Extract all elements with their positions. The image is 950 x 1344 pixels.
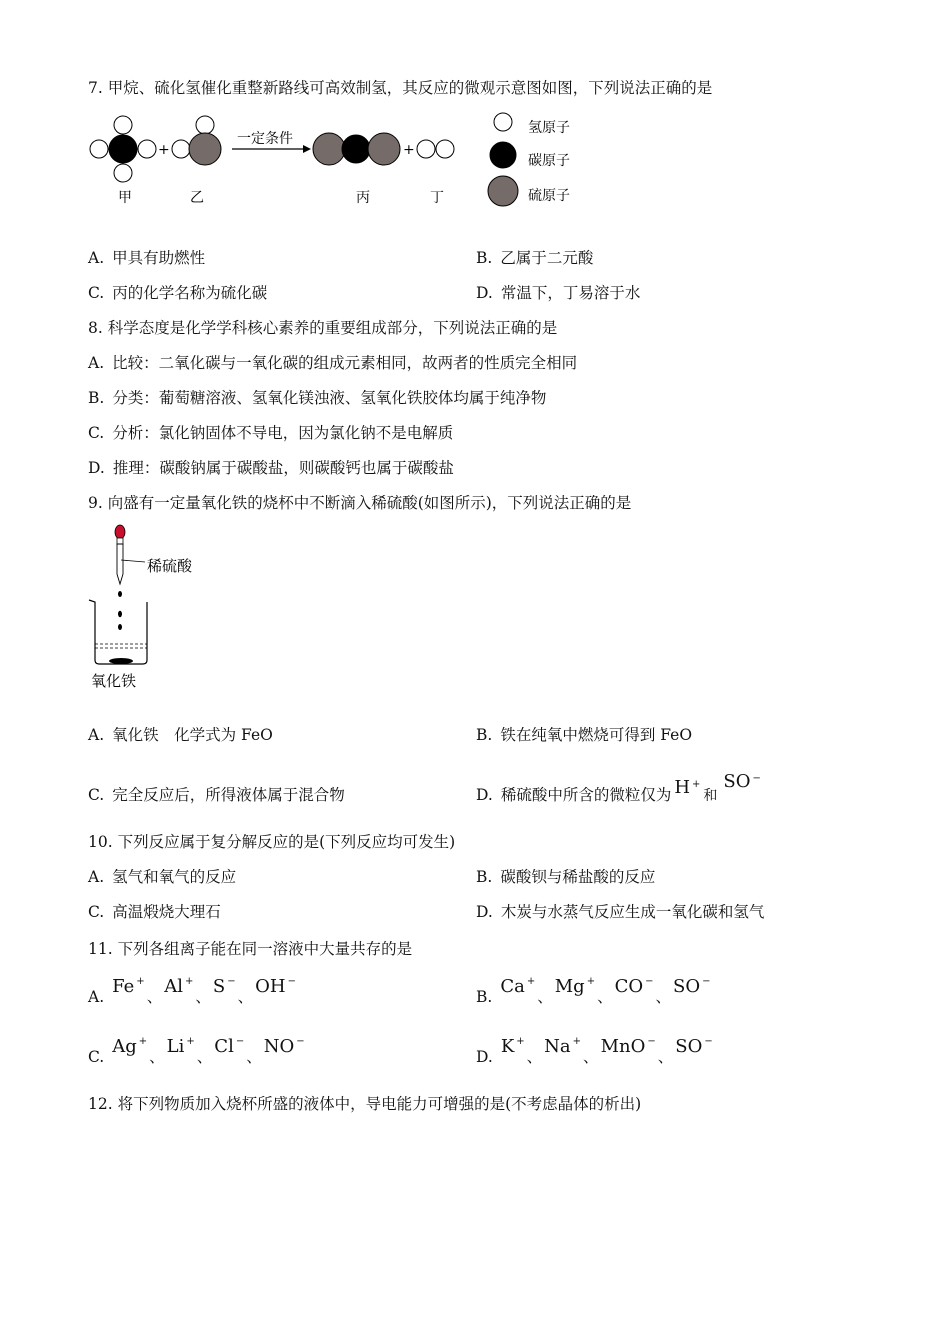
ion-charge: −	[647, 1036, 656, 1047]
ion-charge: −	[296, 1036, 305, 1047]
plus-1: +	[158, 142, 170, 158]
dropper-label: 稀硫酸	[147, 557, 193, 575]
q11-stem: 11. 下列各组离子能在同一溶液中大量共存的是	[88, 940, 413, 958]
ion-symbol: SO	[673, 976, 701, 997]
q10-option-a[interactable]: A. 氢气和氧气的反应	[88, 868, 237, 886]
ion-symbol: K	[500, 1036, 515, 1057]
option-label: C.	[88, 1048, 105, 1066]
ion-charge: +	[526, 976, 536, 987]
q9-stem: 9. 向盛有一定量氧化铁的烧杯中不断滴入稀硫酸(如图所示)，下列说法正确的是	[88, 494, 632, 512]
hydrogen-molecule	[417, 140, 454, 158]
svg-text:硫原子: 硫原子	[528, 188, 570, 204]
ion-charge: −	[287, 976, 296, 987]
ion-symbol: Li	[166, 1036, 185, 1057]
q8-option-b[interactable]: B. 分类：葡萄糖溶液、氢氧化镁浊液、氢氧化铁胶体均属于纯净物	[88, 389, 547, 407]
label-ding: 丁	[430, 190, 444, 206]
ion-charge: −	[235, 1036, 245, 1047]
q7-option-c[interactable]: C. 丙的化学名称为硫化碳	[88, 284, 268, 302]
q11-option-a[interactable]	[88, 975, 296, 1006]
q9-option-d[interactable]: D. 稀硫酸中所含的微粒仅为 H +和SO −	[476, 771, 761, 804]
hydrogen-sulfide-molecule	[172, 116, 221, 165]
ion-symbol: Fe	[112, 976, 135, 997]
ion-separator: 、	[597, 988, 613, 1006]
ion-symbol: SO	[675, 1036, 703, 1057]
ion-symbol: Al	[164, 976, 183, 997]
ion-separator: 、	[196, 1048, 213, 1066]
option-label: B.	[476, 988, 493, 1006]
ion-charge: +	[516, 1036, 525, 1047]
ion-charge: −	[645, 976, 654, 987]
q11-option-d[interactable]	[476, 1035, 713, 1066]
q7-option-a[interactable]: A. 甲具有助燃性	[88, 249, 206, 267]
ion-separator: 、	[655, 988, 672, 1006]
methane-molecule	[90, 116, 156, 182]
q8-option-c[interactable]: C. 分析：氯化钠固体不导电，因为氯化钠不是电解质	[88, 424, 454, 442]
svg-text:碳原子: 碳原子	[528, 153, 570, 169]
q10-option-c[interactable]: C. 高温煅烧大理石	[88, 903, 221, 921]
ion-separator: 、	[149, 1048, 165, 1066]
arrow-label: 一定条件	[237, 131, 293, 147]
q9-option-c[interactable]: C. 完全反应后，所得液体属于混合物	[88, 786, 345, 804]
label-yi: 乙	[190, 190, 204, 206]
q9-option-a[interactable]: A. 氧化铁 化学式为 FeO	[88, 726, 273, 744]
ion-symbol: NO	[263, 1036, 295, 1057]
q8-option-d[interactable]: D. 推理：碳酸钠属于碳酸盐，则碳酸钙也属于碳酸盐	[88, 459, 454, 477]
ion-charge: +	[184, 976, 194, 987]
q7-option-b[interactable]: B. 乙属于二元酸	[476, 249, 594, 267]
q8-stem: 8. 科学态度是化学学科核心素养的重要组成部分，下列说法正确的是	[88, 319, 558, 337]
ion-separator: 、	[537, 988, 553, 1006]
ion-charge: −	[704, 1036, 713, 1047]
q11-option-b[interactable]	[476, 975, 711, 1006]
ion-charge: +	[586, 976, 596, 987]
option-label: A.	[88, 988, 105, 1006]
ion-charge: +	[572, 1036, 582, 1047]
ion-charge: +	[138, 1036, 148, 1047]
ion-separator: 、	[146, 988, 163, 1006]
ion-separator: 、	[246, 1048, 262, 1066]
q8-option-a[interactable]: A. 比较：二氧化碳与一氧化碳的组成元素相同，故两者的性质完全相同	[88, 354, 578, 372]
ion-separator: 、	[657, 1048, 674, 1066]
label-bing: 丙	[356, 190, 370, 206]
ion-symbol: MnO	[600, 1036, 646, 1057]
ion-separator: 、	[237, 988, 254, 1006]
q10-stem: 10. 下列反应属于复分解反应的是(下列反应均可发生)	[88, 833, 456, 851]
q10-option-b[interactable]: B. 碳酸钡与稀盐酸的反应	[476, 868, 656, 886]
ion-charge: +	[136, 976, 145, 987]
plus-2: +	[403, 142, 415, 158]
ion-symbol: Mg	[554, 976, 585, 997]
q9-option-b[interactable]: B. 铁在纯氧中燃烧可得到 FeO	[476, 726, 693, 744]
ion-charge: −	[702, 976, 711, 987]
ion-charge: −	[227, 976, 236, 987]
legend	[488, 113, 570, 206]
ion-symbol: Na	[544, 1036, 571, 1057]
ion-symbol: Ca	[500, 976, 525, 997]
q7-stem: 7. 甲烷、硫化氢催化重整新路线可高效制氢，其反应的微观示意图如图，下列说法正确的是	[88, 79, 713, 97]
q11-option-c[interactable]	[88, 1035, 305, 1066]
q9-beaker-figure	[85, 522, 225, 694]
carbon-disulfide-molecule	[313, 133, 400, 165]
svg-text:氢原子: 氢原子	[528, 120, 570, 136]
q12-stem: 12. 将下列物质加入烧杯所盛的液体中，导电能力可增强的是(不考虑晶体的析出)	[88, 1095, 642, 1113]
beaker-label: 氧化铁	[91, 672, 137, 690]
q10-option-d[interactable]: D. 木炭与水蒸气反应生成一氧化碳和氢气	[476, 903, 765, 921]
q7-reaction-figure	[85, 105, 595, 215]
ion-charge: +	[186, 1036, 195, 1047]
ion-separator: 、	[526, 1048, 543, 1066]
q7-option-d[interactable]: D. 常温下，丁易溶于水	[476, 284, 641, 302]
option-label: D.	[476, 1048, 493, 1066]
ion-symbol: Cl	[214, 1036, 234, 1057]
ion-separator: 、	[195, 988, 211, 1006]
ion-symbol: OH	[255, 976, 286, 997]
ion-symbol: S	[212, 976, 226, 997]
ion-symbol: Ag	[112, 1036, 137, 1057]
ion-symbol: CO	[614, 976, 644, 997]
label-jia: 甲	[118, 190, 132, 206]
ion-separator: 、	[583, 1048, 599, 1066]
